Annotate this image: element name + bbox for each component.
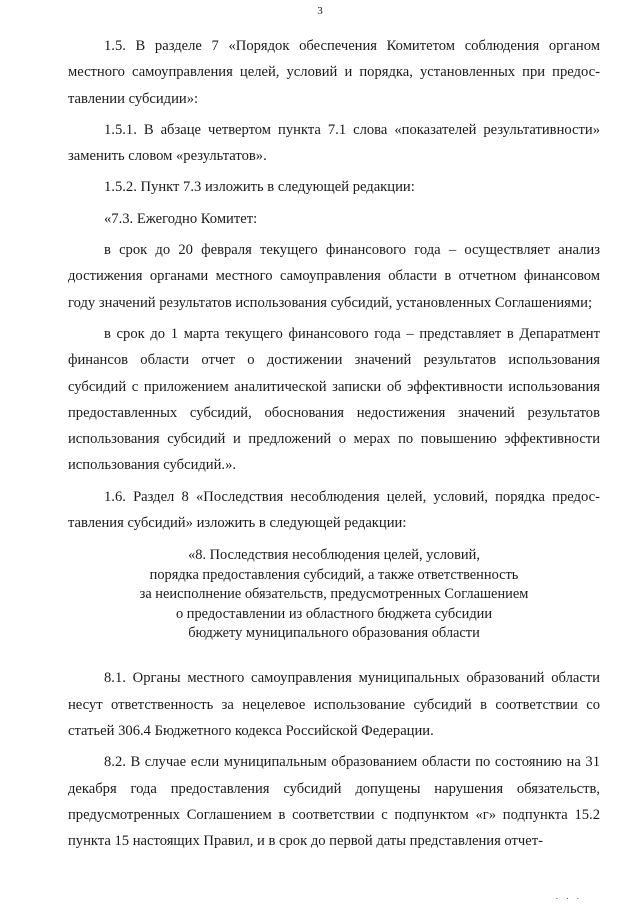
paragraph-deadline-mar-1: в срок до 1 марта текущего финансового года – представляет в Депаратмент финансов области отчет о достижении значений результатов использования субсидий с приложением аналитической записки об эффективности использования предоставленных субсидий, обоснования недостижения значений результатов использования субсидий и предложений о мерах по повышению эффективности использования субсидий.». — [68, 325, 600, 474]
paragraph-8-2: 8.2. В случае если муниципальным образованием области по состоянию на 31 декабря года предоставления субсидий допущены нарушения обязательств, предусмотренных Соглашением в соответствии с подпунктом «г» подпункта 15.2 пункта 15 настоящих Правил, и в срок до первой даты представления отчет- — [68, 754, 600, 850]
paragraph-1-6: 1.6. Раздел 8 «Последствия несоблюдения целей, условий, порядка предоставления субсидий» изложить в следующей редакции: — [68, 488, 600, 532]
section-8-heading — [68, 546, 600, 643]
section-8-heading-line-4: о предоставлении из областного бюджета субсидии — [175, 605, 493, 622]
paragraph-deadline-feb-20: в срок до 20 февраля текущего финансового года – осуществляет анализ достижения органами местного самоуправления области в отчетном финансовом году значений результатов использования субсидий, установленных Соглашениями; — [68, 242, 600, 311]
section-8-heading-line-3: за неисполнение обязательств, предусмотренных Соглашением — [139, 586, 529, 603]
paragraph-1-5: 1.5. В разделе 7 «Порядок обеспечения Комитетом соблюдения органом местного самоуправления целей, условий и порядка, установленных при предоставлении субсидии»: — [68, 38, 600, 107]
scan-marks: . . . — [555, 891, 582, 901]
paragraph-1-5-2: 1.5.2. Пункт 7.3 изложить в следующей редакции: — [104, 179, 415, 196]
paragraph-1-5-1: 1.5.1. В абзаце четвертом пункта 7.1 слова «показателей результативности» заменить словом «результатов». — [68, 121, 600, 165]
paragraph-8-1: 8.1. Органы местного самоуправления муниципальных образований области несут ответственность за нецелевое использование субсидий в соответствии со статьей 306.4 Бюджетного кодекса Российской Федерации. — [68, 670, 600, 739]
page-number: 3 — [317, 5, 323, 17]
document-body — [68, 33, 600, 859]
section-8-heading-line-2: порядка предоставления субсидий, а также ответственность — [149, 566, 519, 583]
paragraph-7-3-intro: «7.3. Ежегодно Комитет: — [104, 210, 258, 227]
section-8-heading-line-5: бюджету муниципального образования области — [188, 624, 480, 641]
section-8-heading-line-1: «8. Последствия несоблюдения целей, условий, — [188, 547, 480, 564]
